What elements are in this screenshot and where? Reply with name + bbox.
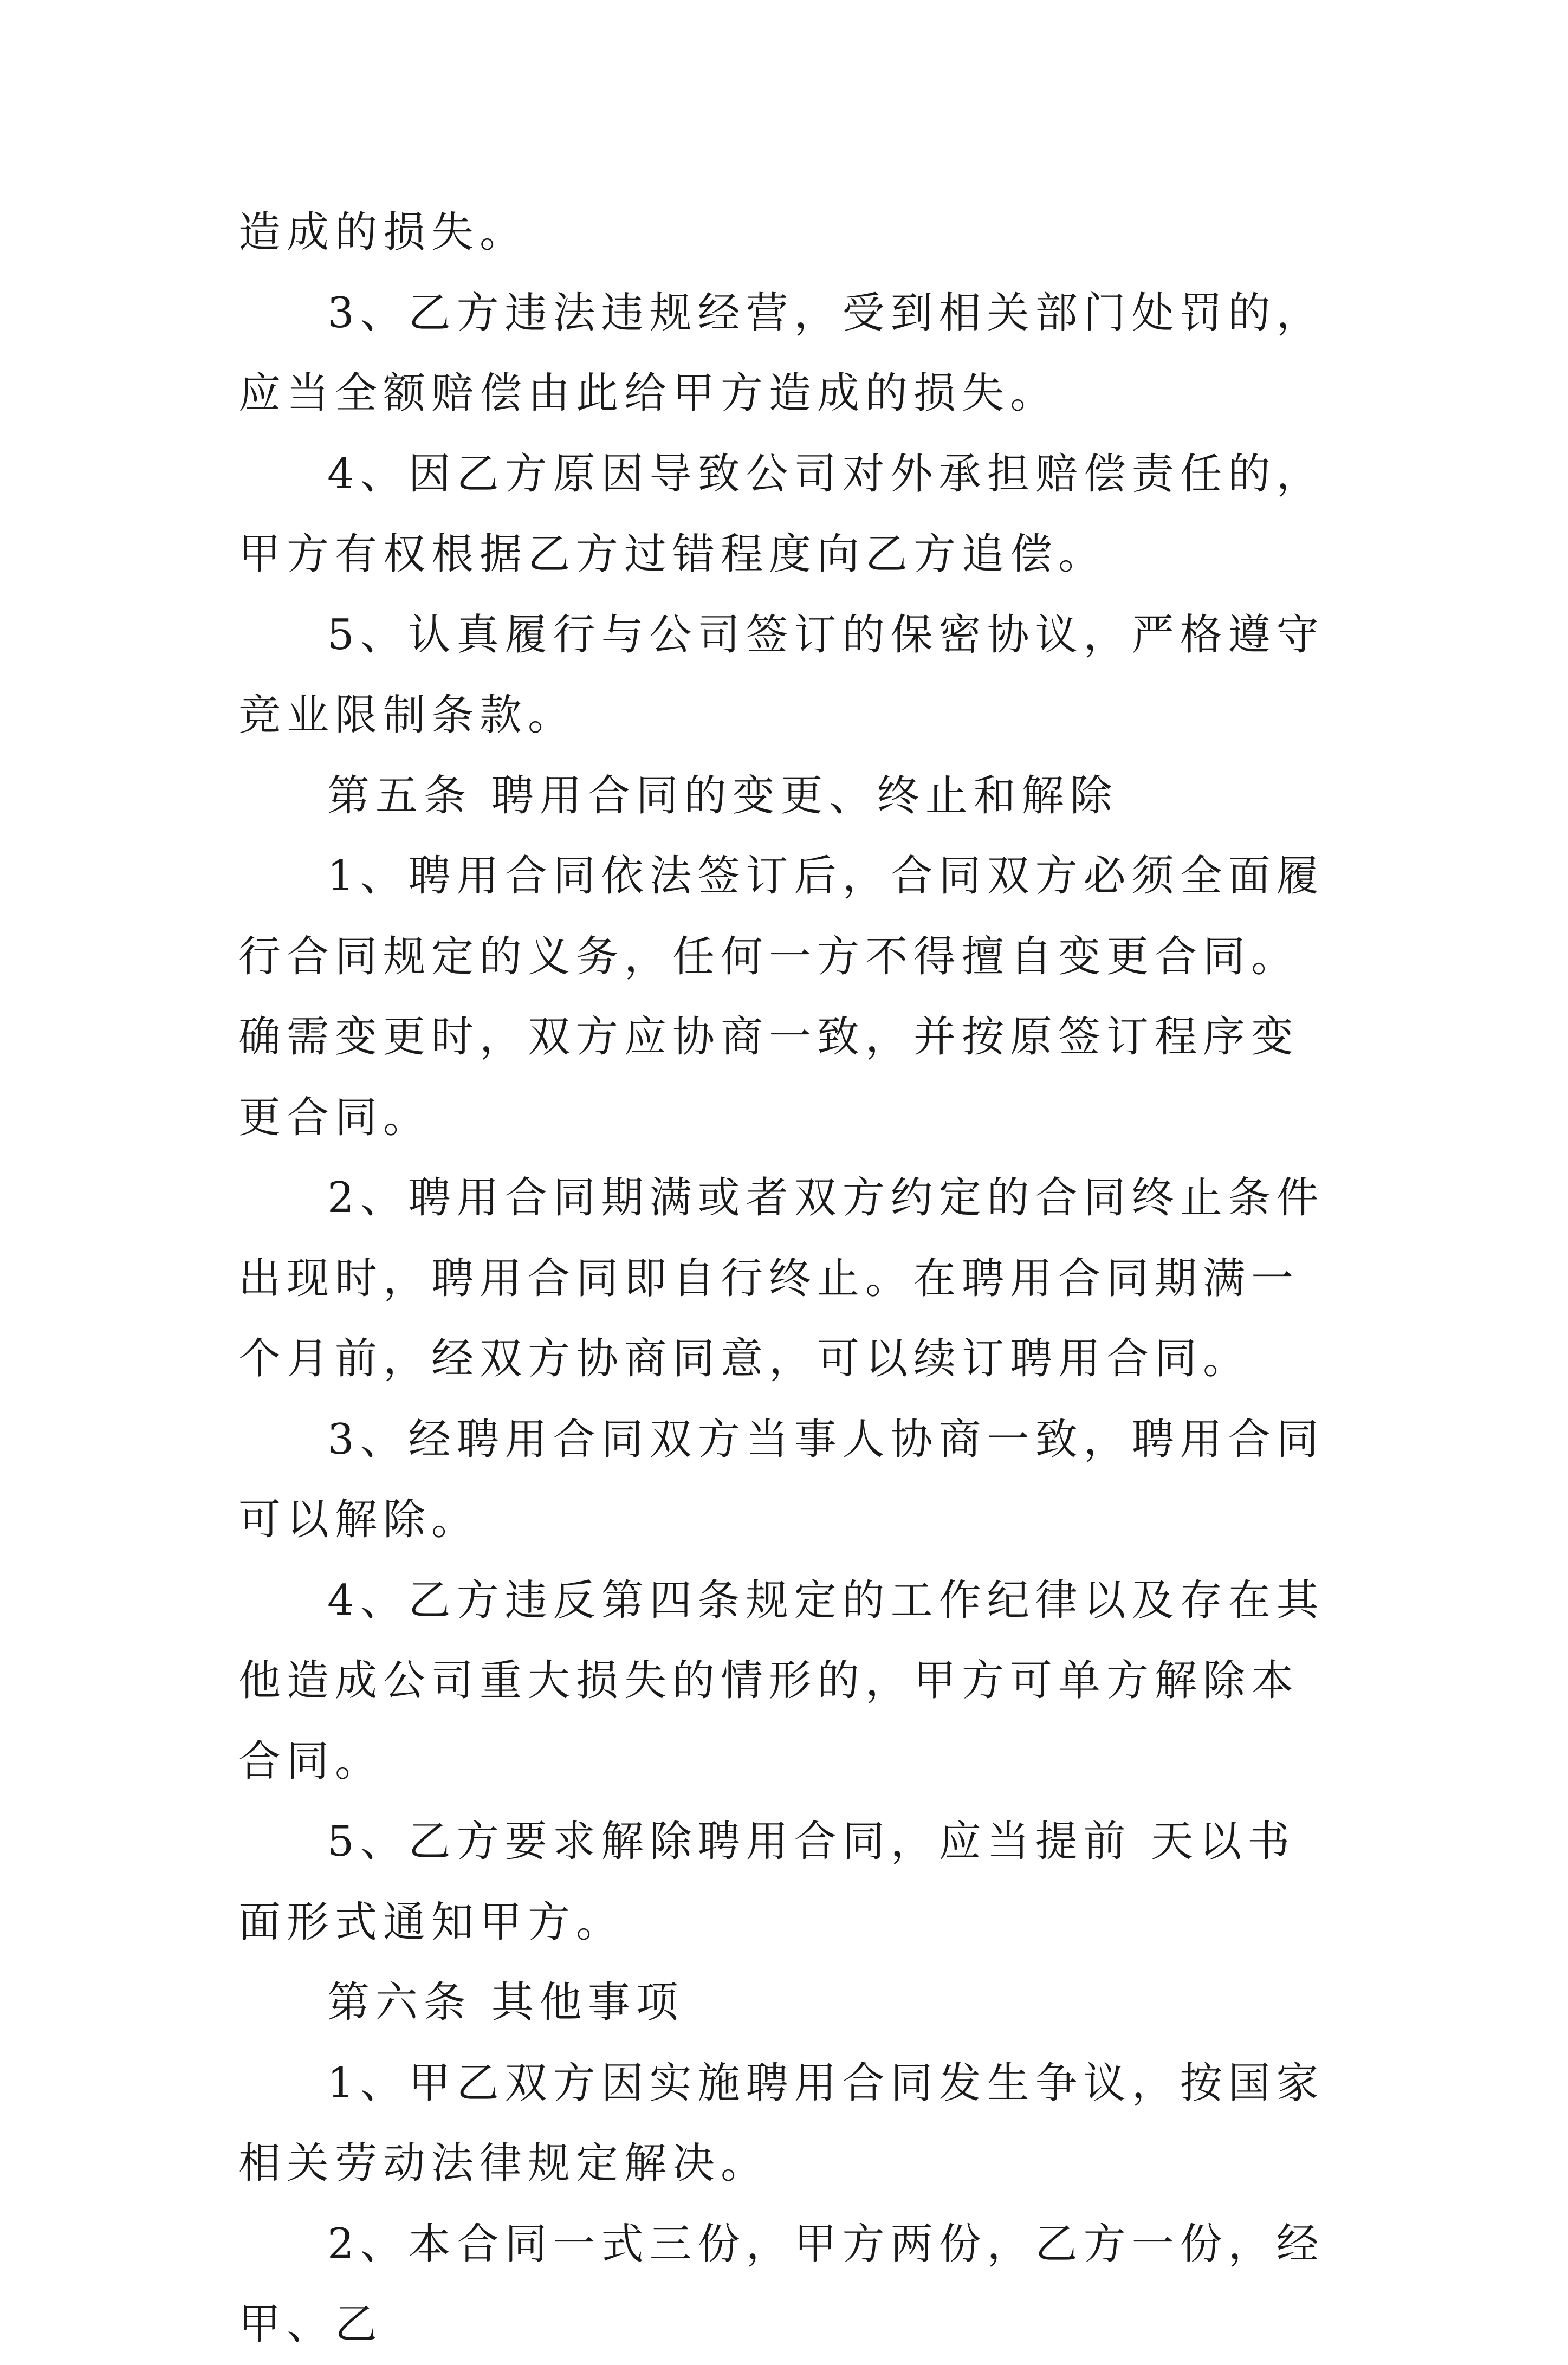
paragraph: 1、甲乙双方因实施聘用合同发生争议，按国家相关劳动法律规定解决。 [238, 2058, 1325, 2188]
paragraph: 3、经聘用合同双方当事人协商一致，聘用合同可以解除。 [238, 1415, 1325, 1544]
paragraph: 造成的损失。 [238, 208, 528, 257]
paragraph: 2、聘用合同期满或者双方约定的合同终止条件出现时，聘用合同即自行终止。在聘用合同期满一个月前，经双方协商同意，可以续订聘用合同。 [238, 1174, 1325, 1383]
section-heading: 第六条 其他事项 [327, 1978, 684, 2027]
section-heading: 第五条 聘用合同的变更、终止和解除 [327, 771, 1118, 820]
paragraph: 2、本合同一式三份，甲方两份，乙方一份，经甲、乙 [238, 2219, 1325, 2349]
paragraph: 5、认真履行与公司签订的保密协议，严格遵守竞业限制条款。 [238, 610, 1325, 740]
document-body [238, 192, 1344, 2365]
paragraph: 3、乙方违法违规经营，受到相关部门处罚的，应当全额赔偿由此给甲方造成的损失。 [238, 288, 1325, 418]
paragraph: 5、乙方要求解除聘用合同，应当提前 天以书面形式通知甲方。 [238, 1817, 1296, 1947]
paragraph: 4、乙方违反第四条规定的工作纪律以及存在其他造成公司重大损失的情形的，甲方可单方解除本合同。 [238, 1576, 1325, 1786]
paragraph: 4、因乙方原因导致公司对外承担赔偿责任的，甲方有权根据乙方过错程度向乙方追偿。 [238, 449, 1325, 579]
paragraph: 1、聘用合同依法签订后，合同双方必须全面履行合同规定的义务，任何一方不得擅自变更合同。确需变更时，双方应协商一致，并按原签订程序变更合同。 [238, 852, 1325, 1142]
